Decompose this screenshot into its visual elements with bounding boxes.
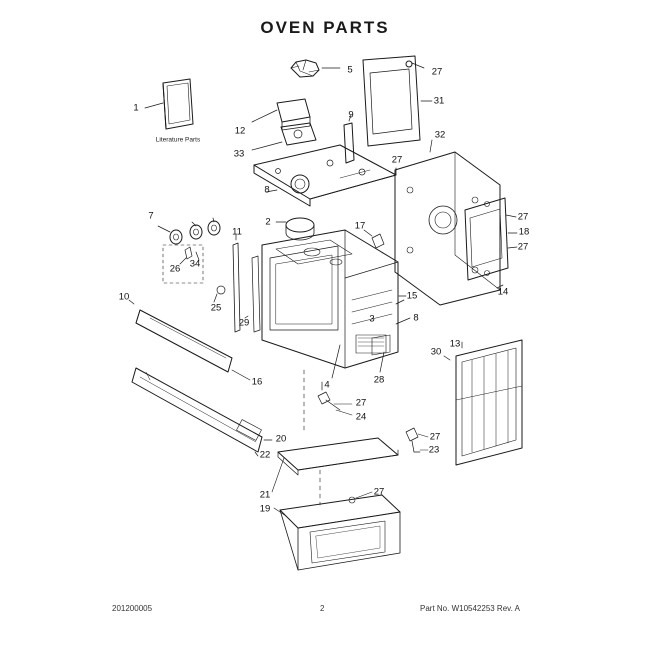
callout-number: 26	[169, 263, 181, 275]
callout-number: 28	[373, 374, 385, 386]
callout-number: 23	[428, 444, 440, 456]
callout-number: 19	[259, 503, 271, 515]
callout-number: 27	[517, 211, 529, 223]
callout-number: 17	[354, 220, 366, 232]
literature-parts-label: Literature Parts	[155, 136, 201, 144]
part-24-screw	[318, 379, 352, 415]
callout-number: 10	[118, 291, 130, 303]
assembly-guideline	[304, 370, 320, 505]
callout-number: 7	[148, 210, 154, 222]
callout-number: 4	[324, 379, 330, 391]
callout-number: 33	[233, 148, 245, 160]
callout-number: 16	[251, 376, 263, 388]
callout-number: 15	[406, 290, 418, 302]
part-23-screw	[406, 428, 428, 452]
part-31-top-panel	[363, 56, 432, 146]
part-literature-booklet	[145, 79, 193, 129]
part-9-bracket	[344, 115, 354, 163]
footer-part-number: Part No. W10542253 Rev. A	[420, 604, 520, 613]
callout-number: 30	[430, 346, 442, 358]
callout-number: 20	[275, 433, 287, 445]
callout-number: 34	[189, 258, 201, 270]
part-12-bracket	[252, 99, 310, 130]
part-14-rear-panel	[395, 140, 503, 305]
callout-number: 22	[259, 449, 271, 461]
part-10-side-trim	[129, 300, 250, 380]
callout-number: 27	[355, 397, 367, 409]
part-13-rack	[444, 340, 522, 465]
callout-number: 29	[238, 317, 250, 329]
callout-number: 1	[133, 102, 139, 114]
callout-number: 5	[347, 64, 353, 76]
callout-number: 8	[413, 312, 419, 324]
callout-number: 14	[497, 286, 509, 298]
part-8-top-deck	[254, 145, 396, 206]
part-3-oven-cavity	[262, 230, 410, 378]
footer-drawing-number: 201200005	[112, 604, 153, 613]
callout-number: 13	[449, 338, 461, 350]
callout-number: 31	[433, 95, 445, 107]
part-33-mount	[252, 123, 316, 150]
callout-number: 11	[232, 226, 242, 238]
callout-number: 21	[259, 489, 271, 501]
part-7-fastener-cluster	[158, 218, 220, 283]
part-5-sensor	[291, 60, 340, 77]
footer-page-number: 2	[320, 604, 325, 613]
callout-number: 8	[264, 184, 270, 196]
callout-number: 12	[234, 125, 246, 137]
part-19-bottom-pan	[274, 495, 400, 570]
part-17-clip	[364, 230, 384, 248]
callout-number: 25	[210, 302, 222, 314]
callout-number: 27	[373, 486, 385, 498]
callout-number: 18	[518, 226, 530, 238]
page-title: OVEN PARTS	[260, 18, 390, 37]
callout-number: 3	[369, 313, 375, 325]
callout-number: 24	[355, 411, 367, 423]
callout-number: 9	[348, 109, 354, 121]
callout-number: 27	[517, 241, 529, 253]
part-11-rod	[214, 235, 260, 332]
callout-number: 32	[434, 129, 446, 141]
callout-number: 27	[431, 66, 443, 78]
part-15-clip	[396, 300, 404, 304]
callout-number: 27	[391, 154, 403, 166]
callout-number: 27	[429, 431, 441, 443]
callout-number: 2	[265, 216, 271, 228]
